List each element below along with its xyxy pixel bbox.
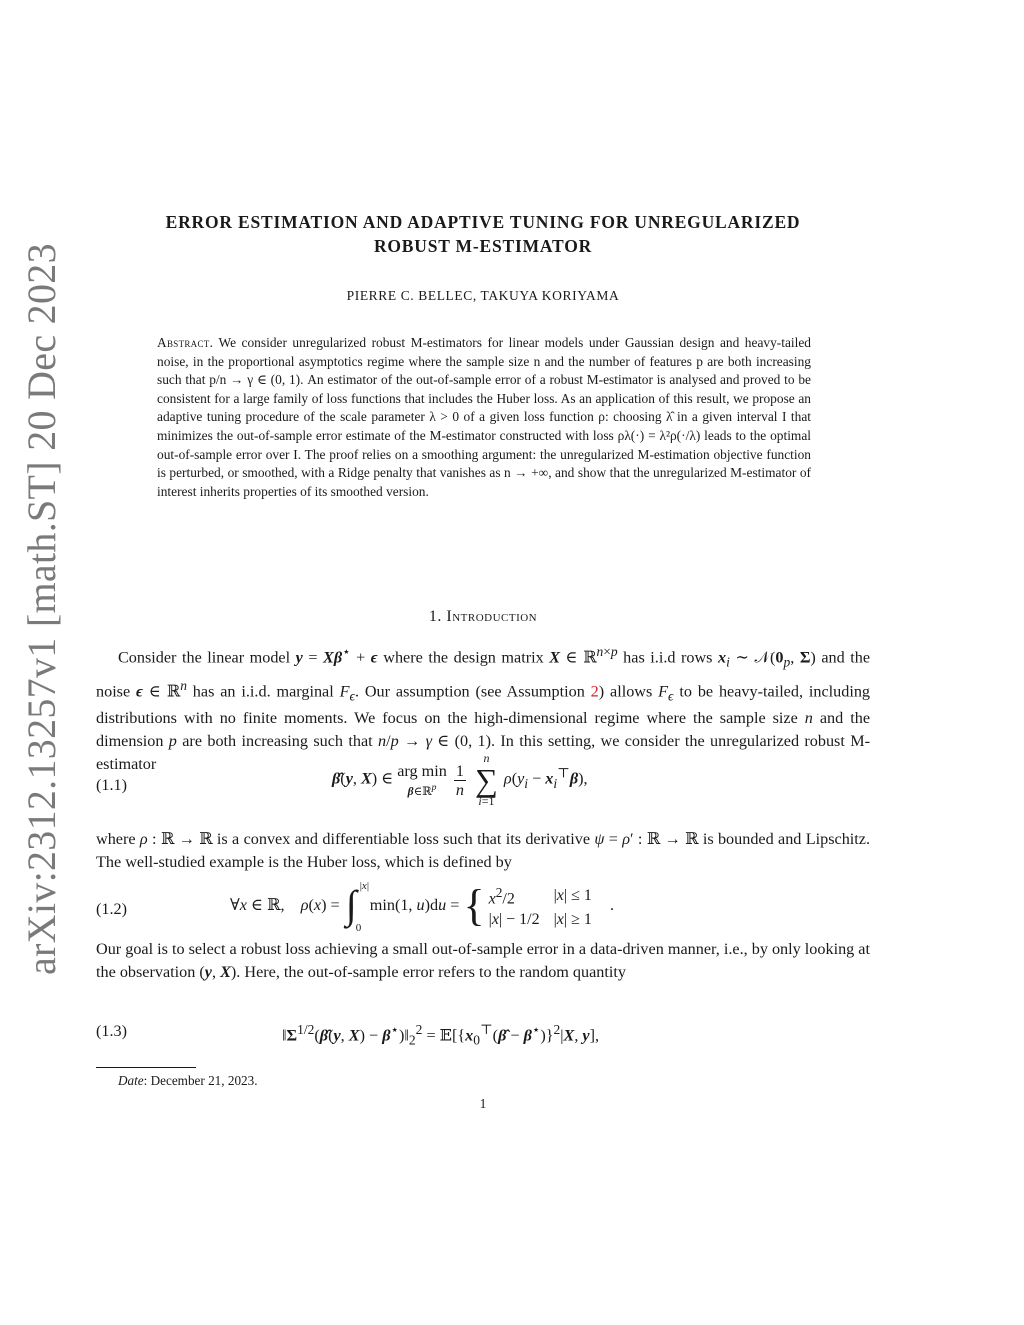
intro-paragraph-1: Consider the linear model y = Xβ⋆ + ϵ where the design matrix X ∈ ℝ$^{n\times p}$ has i.i.d rows $x_i$ ∼ $𝒩(0_p$, Σ) and the noise ϵ ∈ ℝ$^n$ has an i.i.d. marginal $F_\epsilon$. Our assumption (see Assumption 2) allows $F_\epsilon$ to be heavy-tailed, including distributions with no finite moments. We focus on the high-dimensional regime where the sample size n and the dimension p are both increasing such that n/p → γ ∈ (0, 1). In this setting, we consider the unregularized robust M-estimator <box>96 644 871 774</box>
section-title-text: Introduction <box>446 608 538 625</box>
footnote-label: Date <box>118 1073 144 1088</box>
authors: PIERRE C. BELLEC, TAKUYA KORIYAMA <box>346 288 620 303</box>
title-line-1: ERROR ESTIMATION AND ADAPTIVE TUNING FOR UNREGULARIZED <box>165 212 801 232</box>
equation-1-1: (1.1) β̂(y, X) ∈ arg min β∈ℝ$^p$ $\frac{1}{n}$ n ∑ i=1 $\rho(y_i - x_i^⊤\beta)$, <box>96 751 588 808</box>
abstract-text: We consider unregularized robust M-estimators for linear models under Gaussian design and heavy-tailed noise, in the proportional asymptotics regime where the sample size n and the number of features p are both increasing such that p/n → γ ∈ (0, 1). An estimator of the out-of-sample error of a robust M-estimator is analysed and proved to be consistent for a large family of loss functions that includes the Huber loss. As an application of this result, we propose an adaptive tuning procedure of the scale parameter λ > 0 of a given loss function ρ: choosing λ̂ in a given interval I that minimizes the out-of-sample error estimate of the M-estimator constructed with loss ρλ(·) = λ²ρ(·/λ) leads to the optimal out-of-sample error over I. The proof relies on a smoothing argument: the unregularized M-estimation objective function is perturbed, or smoothed, with a Ridge penalty that vanishes as n → +∞, and show that the unregularized M-estimator of interest inherits properties of its smoothed version. <box>157 335 811 499</box>
equation-number: (1.1) <box>96 776 128 794</box>
date-footnote <box>118 1073 258 1089</box>
section-heading <box>100 608 866 626</box>
title-line-2: ROBUST M-ESTIMATOR <box>373 236 593 256</box>
intro-paragraph-2: where ρ : ℝ → ℝ is a convex and differentiable loss such that its derivative ψ = ρ′ : ℝ → ℝ is bounded and Lipschitz. The well-studied example is the Huber loss, which is defined by <box>96 830 871 871</box>
equation-1-3: (1.3) $‖\Sigma^{1/2}(\betâ(y$, $X) - \beta^⋆)‖_2^2$ = $𝔼[\{x_0^⊤(\betâ - \beta^⋆)\}^2|X$, y], <box>96 1022 600 1048</box>
page-number: 1 <box>479 1096 487 1111</box>
equation-number: (1.2) <box>96 900 128 918</box>
footnote-divider <box>96 1067 196 1068</box>
abstract <box>157 334 811 501</box>
arxiv-identifier: arXiv:2312.13257v1 [math.ST] 20 Dec 2023 <box>19 243 64 975</box>
equation-1-2: (1.2) ∀x ∈ ℝ, ρ(x) = ∫ |x| 0 min(1, u)du = { $x^2/2$ |x| ≤ 1 |x| − 1/2 |x| ≥ 1 . <box>96 880 614 935</box>
footnote-text: : December 21, 2023. <box>143 1073 258 1088</box>
equation-number: (1.3) <box>96 1022 128 1040</box>
intro-paragraph-3: Our goal is to select a robust loss achieving a small out-of-sample error in a data-driven manner, i.e., by only looking at the observation (y, X). Here, the out-of-sample error refers to the random quantity <box>96 940 870 981</box>
assumption-reference-link[interactable]: 2 <box>590 682 599 701</box>
paper-title <box>100 210 866 258</box>
section-number: 1. <box>428 608 442 625</box>
abstract-label: Abstract. <box>157 335 214 350</box>
